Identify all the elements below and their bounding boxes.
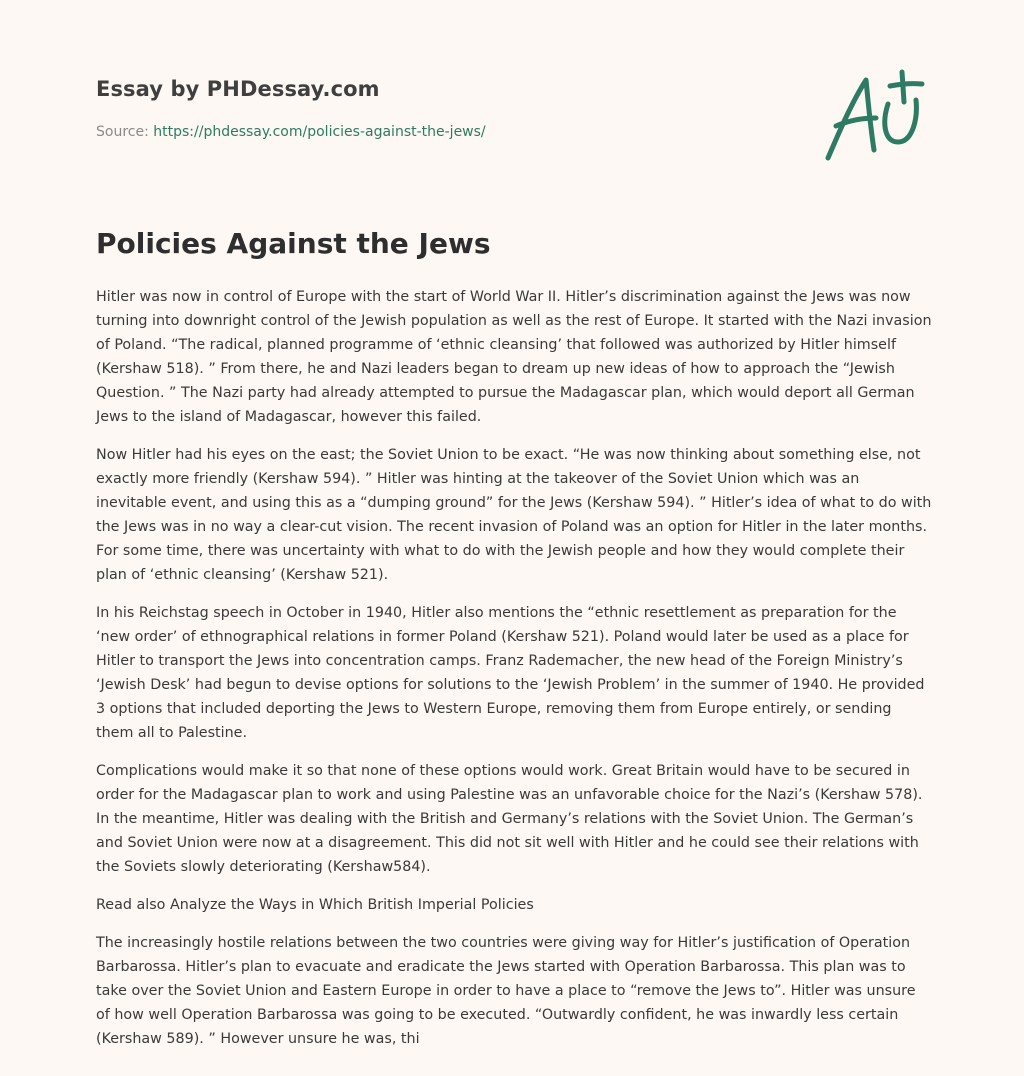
paragraph: Now Hitler had his eyes on the east; the Soviet Union to be exact. “He was now thinking about something else, not exactly more friendly (Kershaw 594). ” Hitler was hinting at the takeover of the Soviet Union which was an inevitable event, and using this as a “dumping ground” for the Jews (Kershaw 594). ” Hitler’s idea of what to do with the Jews was in no way a clear-cut vision. The recent invasion of Poland was an option for Hitler in the later months. For some time, there was uncertainty with what to do with the Jewish people and how they would complete their plan of ‘ethnic cleansing’ (Kershaw 521). [96,447,932,583]
site-brand: Essay by PHDessay.com [96,77,380,101]
article-body [96,285,932,1065]
source-link[interactable]: https://phdessay.com/policies-against-the-jews/ [153,124,486,140]
read-also-note: Read also Analyze the Ways in Which British Imperial Policies [96,897,534,913]
source-line [96,122,796,142]
source-label: Source: [96,124,149,140]
paragraph: The increasingly hostile relations between the two countries were giving way for Hitler’s justification of Operation Barbarossa. Hitler’s plan to evacuate and eradicate the Jews started with Operation Barbarossa. This plan was to take over the Soviet Union and Eastern Europe in order to have a place to “remove the Jews to”. Hitler was unsure of how well Operation Barbarossa was going to be executed. “Outwardly confident, he was inwardly less certain (Kershaw 589). ” However unsure he was, thi [96,935,916,1047]
article-title: Policies Against the Jews [96,227,491,260]
a-plus-logo-icon [818,64,930,168]
paragraph: Complications would make it so that none of these options would work. Great Britain would have to be secured in order for the Madagascar plan to work and using Palestine was an unfavorable choice for the Nazi’s (Kershaw 578). In the meantime, Hitler was dealing with the British and Germany’s relations with the Soviet Union. The German’s and Soviet Union were now at a disagreement. This did not sit well with Hitler and he could see their relations with the Soviets slowly deteriorating (Kershaw584). [96,763,923,875]
paragraph: Hitler was now in control of Europe with the start of World War II. Hitler’s discrimination against the Jews was now turning into downright control of the Jewish population as well as the rest of Europe. It started with the Nazi invasion of Poland. “The radical, planned programme of ‘ethnic cleansing’ that followed was authorized by Hitler himself (Kershaw 518). ” From there, he and Nazi leaders began to dream up new ideas of how to approach the “Jewish Question. ” The Nazi party had already attempted to pursue the Madagascar plan, which would deport all German Jews to the island of Madagascar, however this failed. [96,289,932,425]
paragraph: In his Reichstag speech in October in 1940, Hitler also mentions the “ethnic resettlement as preparation for the ‘new order’ of ethnographical relations in former Poland (Kershaw 521). Poland would later be used as a place for Hitler to transport the Jews into concentration camps. Franz Rademacher, the new head of the Foreign Ministry’s ‘Jewish Desk’ had begun to devise options for solutions to the ‘Jewish Problem’ in the summer of 1940. He provided 3 options that included deporting the Jews to Western Europe, removing them from Europe entirely, or sending them all to Palestine. [96,605,925,741]
document-header [96,74,796,142]
